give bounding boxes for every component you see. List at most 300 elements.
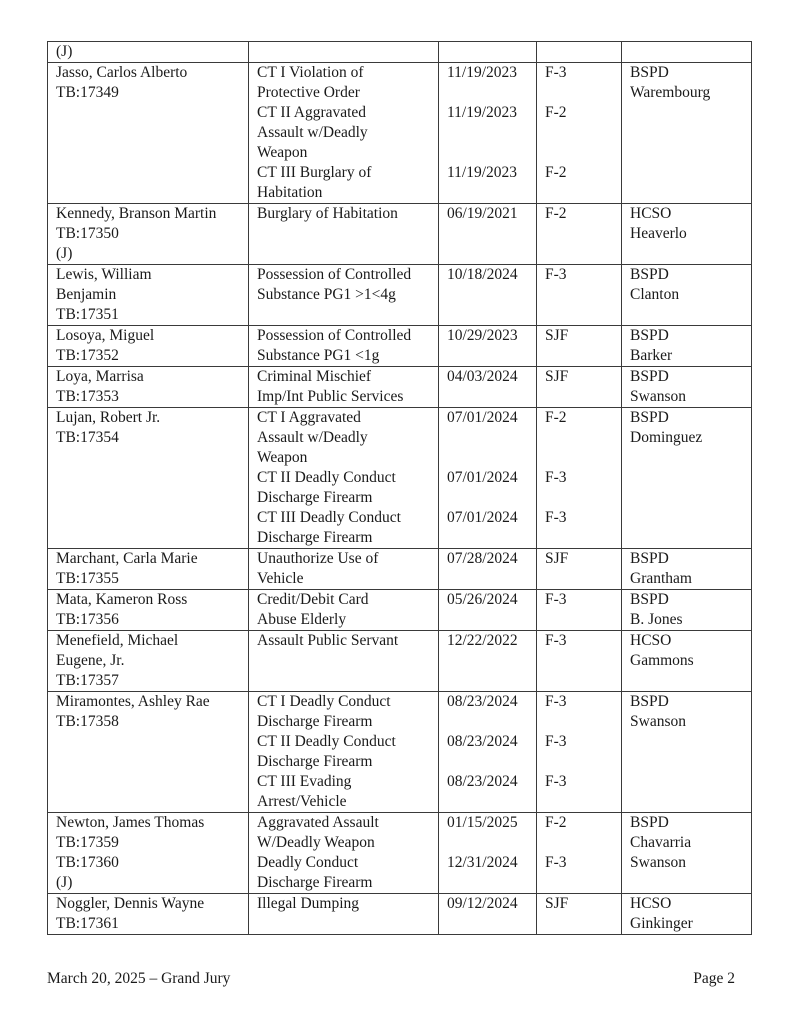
charge-line: Deadly Conduct — [257, 854, 359, 871]
defendant-line: TB:17360 — [56, 854, 119, 871]
offense-date-cell — [439, 631, 537, 692]
charge-line: Burglary of Habitation — [257, 205, 398, 222]
agency-cell — [622, 204, 752, 265]
table-body — [48, 42, 752, 935]
charge-count — [257, 163, 438, 203]
charge-count — [257, 590, 438, 630]
table-row — [48, 590, 752, 631]
agency-cell — [622, 326, 752, 367]
table-row — [48, 813, 752, 894]
offense-level-block — [545, 204, 621, 224]
offense-date-cell — [439, 265, 537, 326]
spacer — [545, 123, 621, 143]
charge-line: Substance PG1 >1<4g — [257, 286, 396, 303]
defendant-cell — [48, 42, 249, 63]
offense-date-block — [447, 772, 536, 812]
agency-line: Chavarria — [630, 834, 692, 851]
spacer — [447, 610, 536, 630]
defendant-line: Losoya, Miguel — [56, 327, 155, 344]
spacer — [545, 285, 621, 305]
offense-level-block — [545, 508, 621, 548]
spacer — [447, 569, 536, 589]
offense-level: F-3 — [545, 509, 567, 526]
defendant-line: TB:17350 — [56, 225, 119, 242]
offense-level: F-3 — [545, 733, 567, 750]
page-number: Page 2 — [693, 970, 735, 987]
spacer — [447, 448, 536, 468]
offense-date-cell — [439, 204, 537, 265]
charge-count — [257, 692, 438, 732]
spacer — [545, 488, 621, 508]
charge-cell — [249, 408, 439, 549]
offense-date-block — [447, 163, 536, 203]
defendant-line: Benjamin — [56, 286, 117, 303]
charge-count — [257, 367, 438, 407]
offense-level: F-3 — [545, 854, 567, 871]
spacer — [447, 183, 536, 203]
table-row — [48, 367, 752, 408]
charge-count — [257, 204, 438, 224]
charge-line: CT II Aggravated — [257, 104, 367, 121]
offense-level: F-2 — [545, 409, 567, 426]
agency-line: BSPD — [630, 591, 669, 608]
defendant-line: TB:17361 — [56, 915, 119, 932]
table-row — [48, 408, 752, 549]
table-row — [48, 204, 752, 265]
offense-level: F-2 — [545, 205, 567, 222]
offense-date-block — [447, 894, 536, 914]
offense-date: 12/22/2022 — [447, 632, 518, 649]
charge-line: Aggravated Assault — [257, 814, 379, 831]
defendant-line: TB:17356 — [56, 611, 119, 628]
offense-level: F-3 — [545, 693, 567, 710]
spacer — [545, 346, 621, 366]
agency-line: BSPD — [630, 409, 669, 426]
offense-level-block — [545, 326, 621, 366]
defendant-cell — [48, 326, 249, 367]
offense-level-cell — [537, 549, 622, 590]
offense-level-block — [545, 265, 621, 305]
charge-line: CT III Burglary of — [257, 164, 372, 181]
charge-cell — [249, 42, 439, 63]
charge-count — [257, 853, 438, 893]
offense-level-block — [545, 772, 621, 812]
charge-count — [257, 732, 438, 772]
offense-date-cell — [439, 326, 537, 367]
spacer — [545, 387, 621, 407]
charge-line: Discharge Firearm — [257, 713, 373, 730]
charge-line: CT III Evading — [257, 773, 352, 790]
agency-line: Swanson — [630, 854, 686, 871]
defendant-line: TB:17349 — [56, 84, 119, 101]
offense-level-block — [545, 63, 621, 103]
table-row — [48, 42, 752, 63]
offense-date: 10/18/2024 — [447, 266, 518, 283]
charge-line: Discharge Firearm — [257, 529, 373, 546]
offense-date-block — [447, 590, 536, 630]
defendant-cell — [48, 692, 249, 813]
agency-cell — [622, 813, 752, 894]
defendant-cell — [48, 408, 249, 549]
spacer — [447, 346, 536, 366]
defendant-line: TB:17353 — [56, 388, 119, 405]
offense-level-block — [545, 853, 621, 893]
offense-level: F-2 — [545, 104, 567, 121]
charge-line: Weapon — [257, 449, 308, 466]
agency-line: BSPD — [630, 266, 669, 283]
spacer — [447, 712, 536, 732]
offense-level-block — [545, 692, 621, 732]
charge-line: Possession of Controlled — [257, 327, 412, 344]
spacer — [447, 123, 536, 143]
charge-cell — [249, 204, 439, 265]
defendant-cell — [48, 590, 249, 631]
charge-line: Discharge Firearm — [257, 753, 373, 770]
offense-level: SJF — [545, 327, 569, 344]
spacer — [447, 833, 536, 853]
charge-line: Unauthorize Use of — [257, 550, 379, 567]
offense-date-block — [447, 367, 536, 407]
agency-line: B. Jones — [630, 611, 683, 628]
defendant-line: Menefield, Michael — [56, 632, 179, 649]
offense-level-cell — [537, 367, 622, 408]
offense-level: SJF — [545, 368, 569, 385]
table-row — [48, 265, 752, 326]
charge-line: Substance PG1 <1g — [257, 347, 380, 364]
offense-level-block — [545, 163, 621, 203]
charge-line: CT I Aggravated — [257, 409, 361, 426]
defendant-line: TB:17359 — [56, 834, 119, 851]
offense-date-block — [447, 549, 536, 589]
agency-line: Dominguez — [630, 429, 703, 446]
charge-count — [257, 894, 438, 914]
offense-date-cell — [439, 813, 537, 894]
spacer — [545, 83, 621, 103]
charge-line: Abuse Elderly — [257, 611, 347, 628]
offense-level: SJF — [545, 550, 569, 567]
charge-line: CT III Deadly Conduct — [257, 509, 401, 526]
defendant-line: TB:17355 — [56, 570, 119, 587]
defendant-line: Lewis, William — [56, 266, 152, 283]
offense-level-cell — [537, 631, 622, 692]
offense-level: F-2 — [545, 814, 567, 831]
agency-cell — [622, 894, 752, 935]
offense-level-cell — [537, 265, 622, 326]
spacer — [545, 752, 621, 772]
defendant-cell — [48, 813, 249, 894]
offense-date-block — [447, 468, 536, 508]
defendant-cell — [48, 63, 249, 204]
charge-count — [257, 63, 438, 103]
offense-level: F-3 — [545, 591, 567, 608]
spacer — [545, 610, 621, 630]
offense-date-block — [447, 508, 536, 548]
table-row — [48, 549, 752, 590]
offense-date: 04/03/2024 — [447, 368, 518, 385]
charge-line: CT II Deadly Conduct — [257, 733, 396, 750]
defendant-line: Lujan, Robert Jr. — [56, 409, 161, 426]
charge-line: W/Deadly Weapon — [257, 834, 375, 851]
spacer — [447, 752, 536, 772]
offense-level-block — [545, 549, 621, 589]
spacer — [545, 448, 621, 468]
spacer — [447, 792, 536, 812]
offense-date: 07/01/2024 — [447, 509, 518, 526]
offense-level: F-2 — [545, 164, 567, 181]
offense-date-cell — [439, 692, 537, 813]
offense-date-cell — [439, 63, 537, 204]
offense-level-block — [545, 732, 621, 772]
defendant-line: Miramontes, Ashley Rae — [56, 693, 210, 710]
offense-date: 11/19/2023 — [447, 64, 518, 81]
spacer — [545, 528, 621, 548]
defendant-line: (J) — [56, 245, 73, 262]
agency-cell — [622, 63, 752, 204]
spacer — [545, 428, 621, 448]
offense-level-cell — [537, 326, 622, 367]
charge-line: Vehicle — [257, 570, 304, 587]
charge-cell — [249, 692, 439, 813]
charge-count — [257, 813, 438, 853]
offense-date: 07/01/2024 — [447, 469, 518, 486]
charge-count — [257, 408, 438, 468]
agency-line: HCSO — [630, 895, 672, 912]
defendant-line: Mata, Kameron Ross — [56, 591, 188, 608]
table-row — [48, 631, 752, 692]
offense-level-block — [545, 894, 621, 914]
charge-cell — [249, 631, 439, 692]
spacer — [545, 833, 621, 853]
agency-cell — [622, 408, 752, 549]
agency-line: Warembourg — [630, 84, 711, 101]
offense-date: 08/23/2024 — [447, 773, 518, 790]
spacer — [545, 569, 621, 589]
spacer — [545, 792, 621, 812]
agency-line: Barker — [630, 347, 673, 364]
offense-date-cell — [439, 42, 537, 63]
spacer — [545, 873, 621, 893]
defendant-line: (J) — [56, 43, 73, 60]
defendant-line: (J) — [56, 874, 73, 891]
spacer — [447, 528, 536, 548]
offense-date: 06/19/2021 — [447, 205, 518, 222]
offense-level: F-3 — [545, 469, 567, 486]
agency-cell — [622, 42, 752, 63]
agency-line: Ginkinger — [630, 915, 693, 932]
offense-level-block — [545, 103, 621, 163]
charge-cell — [249, 813, 439, 894]
offense-level: F-3 — [545, 266, 567, 283]
charge-line: CT I Violation of — [257, 64, 364, 81]
agency-cell — [622, 265, 752, 326]
defendant-cell — [48, 894, 249, 935]
agency-cell — [622, 631, 752, 692]
offense-date: 05/26/2024 — [447, 591, 518, 608]
charge-line: Weapon — [257, 144, 308, 161]
table-row — [48, 326, 752, 367]
charge-cell — [249, 549, 439, 590]
agency-line: Heaverlo — [630, 225, 687, 242]
defendant-line: Jasso, Carlos Alberto — [56, 64, 188, 81]
charge-line: Credit/Debit Card — [257, 591, 369, 608]
table-row — [48, 63, 752, 204]
offense-level-cell — [537, 204, 622, 265]
charge-count — [257, 631, 438, 651]
charge-line: Habitation — [257, 184, 323, 201]
defendant-line: TB:17357 — [56, 672, 119, 689]
charge-line: Assault w/Deadly — [257, 124, 368, 141]
offense-level-cell — [537, 692, 622, 813]
offense-date: 11/19/2023 — [447, 164, 518, 181]
offense-date-block — [447, 813, 536, 853]
offense-level: F-3 — [545, 64, 567, 81]
offense-level-block — [545, 590, 621, 630]
defendant-line: Marchant, Carla Marie — [56, 550, 198, 567]
offense-date-block — [447, 63, 536, 103]
charge-count — [257, 508, 438, 548]
defendant-line: Loya, Marrisa — [56, 368, 144, 385]
agency-line: Swanson — [630, 388, 686, 405]
agency-line: BSPD — [630, 327, 669, 344]
offense-level-block — [545, 367, 621, 407]
offense-date: 09/12/2024 — [447, 895, 518, 912]
offense-date-cell — [439, 894, 537, 935]
charge-line: Imp/Int Public Services — [257, 388, 404, 405]
agency-line: Clanton — [630, 286, 680, 303]
offense-date: 08/23/2024 — [447, 733, 518, 750]
agency-line: Swanson — [630, 713, 686, 730]
agency-line: Gammons — [630, 652, 694, 669]
charge-line: Discharge Firearm — [257, 874, 373, 891]
agency-line: BSPD — [630, 693, 669, 710]
charge-line: CT II Deadly Conduct — [257, 469, 396, 486]
offense-date-block — [447, 692, 536, 732]
offense-date: 07/01/2024 — [447, 409, 518, 426]
charge-cell — [249, 367, 439, 408]
offense-date: 07/28/2024 — [447, 550, 518, 567]
spacer — [545, 143, 621, 163]
offense-level-block — [545, 468, 621, 508]
spacer — [447, 488, 536, 508]
charge-count — [257, 772, 438, 812]
spacer — [447, 873, 536, 893]
agency-cell — [622, 590, 752, 631]
agency-line: Grantham — [630, 570, 692, 587]
offense-level-block — [545, 813, 621, 853]
spacer — [447, 83, 536, 103]
charge-count — [257, 549, 438, 589]
offense-level-cell — [537, 408, 622, 549]
defendant-cell — [48, 549, 249, 590]
offense-level-cell — [537, 63, 622, 204]
defendant-line: Kennedy, Branson Martin — [56, 205, 217, 222]
defendant-line: TB:17352 — [56, 347, 119, 364]
offense-date: 10/29/2023 — [447, 327, 518, 344]
agency-cell — [622, 549, 752, 590]
agency-line: BSPD — [630, 368, 669, 385]
defendant-line: TB:17354 — [56, 429, 119, 446]
agency-line: HCSO — [630, 632, 672, 649]
offense-date-block — [447, 408, 536, 468]
offense-date-block — [447, 265, 536, 305]
offense-level: SJF — [545, 895, 569, 912]
spacer — [447, 428, 536, 448]
agency-line: BSPD — [630, 814, 669, 831]
charge-line: Criminal Mischief — [257, 368, 372, 385]
charge-line: Assault w/Deadly — [257, 429, 368, 446]
grand-jury-table — [47, 41, 752, 935]
offense-date-cell — [439, 408, 537, 549]
spacer — [545, 712, 621, 732]
offense-level-cell — [537, 42, 622, 63]
agency-line: BSPD — [630, 550, 669, 567]
charge-count — [257, 103, 438, 163]
charge-count — [257, 265, 438, 305]
offense-date-cell — [439, 549, 537, 590]
spacer — [447, 285, 536, 305]
offense-date-cell — [439, 590, 537, 631]
offense-date-block — [447, 204, 536, 224]
defendant-line: Eugene, Jr. — [56, 652, 125, 669]
offense-level-cell — [537, 590, 622, 631]
defendant-cell — [48, 367, 249, 408]
charge-cell — [249, 590, 439, 631]
offense-date-cell — [439, 367, 537, 408]
table-row — [48, 692, 752, 813]
offense-level: F-3 — [545, 773, 567, 790]
agency-line: HCSO — [630, 205, 672, 222]
spacer — [545, 183, 621, 203]
charge-line: Arrest/Vehicle — [257, 793, 347, 810]
offense-date: 12/31/2024 — [447, 854, 518, 871]
charge-cell — [249, 894, 439, 935]
charge-line: Protective Order — [257, 84, 360, 101]
charge-line: Illegal Dumping — [257, 895, 360, 912]
agency-line: BSPD — [630, 64, 669, 81]
offense-date: 08/23/2024 — [447, 693, 518, 710]
offense-date: 01/15/2025 — [447, 814, 518, 831]
offense-date: 11/19/2023 — [447, 104, 518, 121]
footer-date: March 20, 2025 – Grand Jury — [47, 970, 231, 987]
defendant-line: Noggler, Dennis Wayne — [56, 895, 205, 912]
defendant-cell — [48, 204, 249, 265]
offense-date-block — [447, 326, 536, 366]
charge-count — [257, 468, 438, 508]
charge-line: Possession of Controlled — [257, 266, 412, 283]
offense-level-block — [545, 631, 621, 651]
charge-cell — [249, 265, 439, 326]
charge-line: CT I Deadly Conduct — [257, 693, 391, 710]
offense-date-block — [447, 103, 536, 163]
charge-cell — [249, 326, 439, 367]
offense-level-cell — [537, 813, 622, 894]
offense-level-cell — [537, 894, 622, 935]
charge-count — [257, 326, 438, 366]
defendant-line: TB:17358 — [56, 713, 119, 730]
agency-cell — [622, 692, 752, 813]
offense-date-block — [447, 631, 536, 651]
spacer — [447, 143, 536, 163]
defendant-line: Newton, James Thomas — [56, 814, 205, 831]
table-row — [48, 894, 752, 935]
charge-line: Discharge Firearm — [257, 489, 373, 506]
offense-level-block — [545, 408, 621, 468]
defendant-cell — [48, 265, 249, 326]
agency-cell — [622, 367, 752, 408]
defendant-line: TB:17351 — [56, 306, 119, 323]
defendant-cell — [48, 631, 249, 692]
spacer — [447, 387, 536, 407]
